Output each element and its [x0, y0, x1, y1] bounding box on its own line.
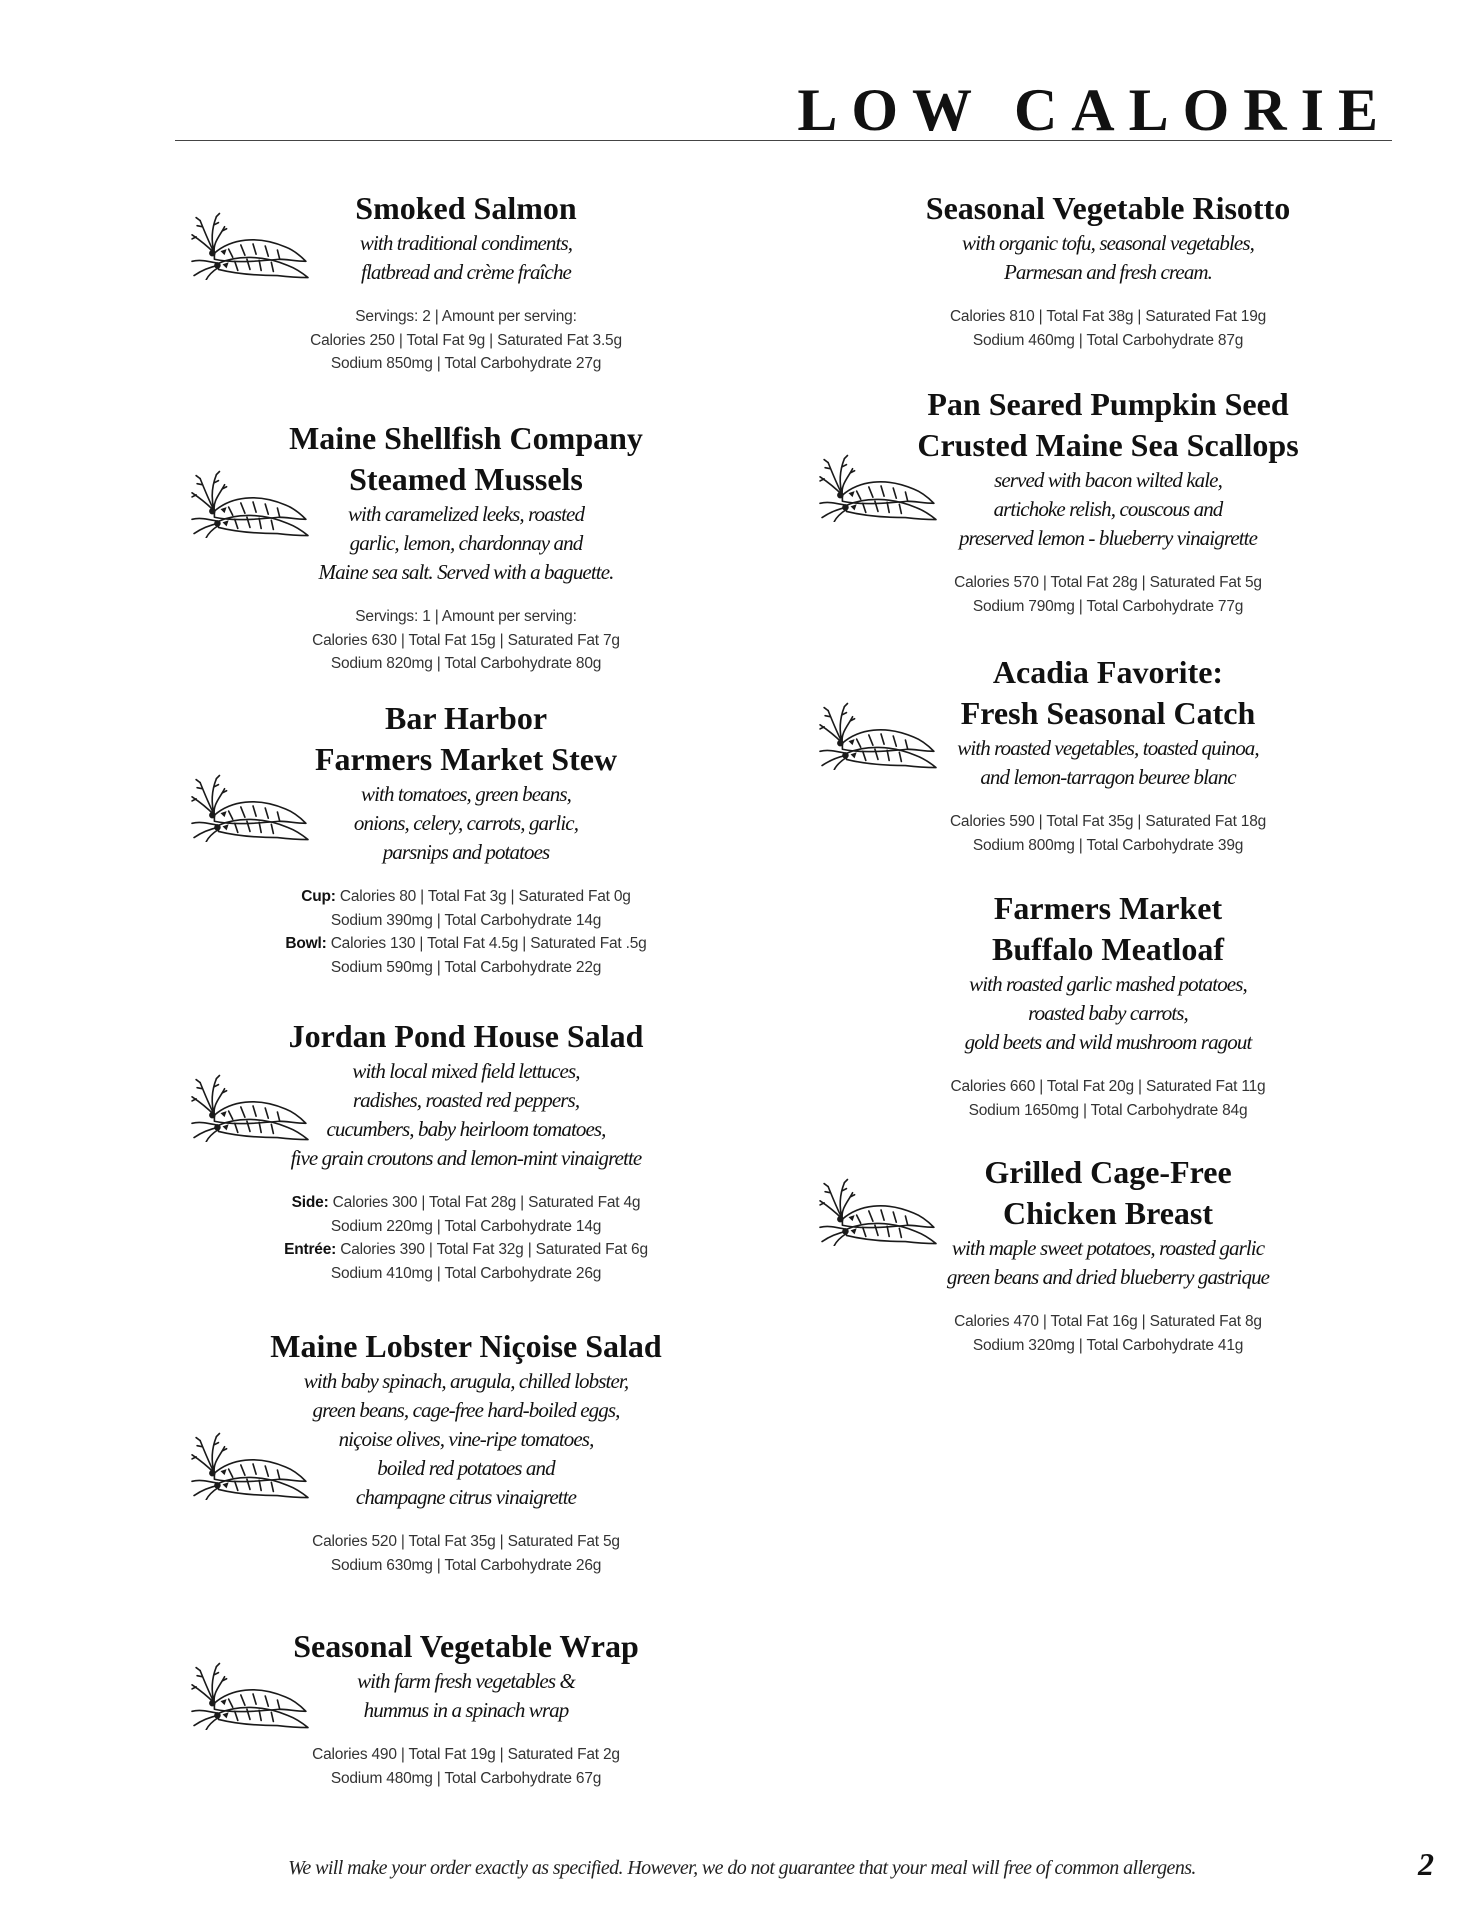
- description-line: green beans and dried blueberry gastrique: [946, 1265, 1270, 1289]
- description-line: radishes, roasted red peppers,: [352, 1088, 580, 1112]
- nutrition-line: [226, 932, 706, 956]
- nutrition-facts: [868, 1075, 1348, 1122]
- nutrition-values: Calories 390 | Total Fat 32g | Saturated Fat 6g: [340, 1241, 648, 1258]
- description-line: hummus in a spinach wrap: [363, 1698, 569, 1722]
- carrot-icon: [190, 208, 312, 280]
- menu-item: [868, 888, 1348, 1122]
- nutrition-line: [868, 1099, 1348, 1123]
- menu-item-title-line: Farmers Market: [993, 890, 1223, 926]
- nutrition-line: [226, 1191, 706, 1215]
- carrot-icon: [818, 698, 940, 770]
- menu-item-title-line: Chicken Breast: [1002, 1195, 1214, 1231]
- description-line: with local mixed field lettuces,: [352, 1059, 580, 1083]
- description-line: roasted baby carrots,: [1028, 1001, 1188, 1025]
- menu-item-title: [226, 698, 706, 780]
- nutrition-values: Sodium 320mg | Total Carbohydrate 41g: [972, 1336, 1244, 1354]
- portion-label: Side:: [291, 1194, 329, 1211]
- nutrition-line: [226, 885, 706, 909]
- description-line: with caramelized leeks, roasted: [347, 502, 585, 526]
- description-line: and lemon-tarragon beuree blanc: [980, 765, 1236, 789]
- nutrition-line: [226, 956, 706, 980]
- nutrition-line: [226, 1743, 706, 1767]
- description-line: artichoke relish, couscous and: [993, 497, 1223, 521]
- carrot-icon: [190, 1070, 312, 1142]
- nutrition-facts: [868, 305, 1348, 352]
- menu-item: [868, 1152, 1348, 1357]
- nutrition-values: Calories 490 | Total Fat 19g | Saturated Fat 2g: [312, 1746, 620, 1763]
- nutrition-facts: [226, 1743, 706, 1790]
- portion-label: Bowl:: [285, 935, 327, 952]
- nutrition-line: [226, 909, 706, 933]
- nutrition-line: [868, 1075, 1348, 1099]
- menu-item: [868, 188, 1348, 352]
- nutrition-line: [226, 329, 706, 353]
- nutrition-line: [226, 1215, 706, 1239]
- page-title: LOW CALORIE: [797, 77, 1392, 143]
- description-line: onions, celery, carrots, garlic,: [353, 811, 579, 835]
- menu-item-title: [868, 384, 1348, 466]
- description-line: gold beets and wild mushroom ragout: [964, 1030, 1252, 1054]
- menu-item-title-line: Seasonal Vegetable Risotto: [925, 190, 1291, 226]
- menu-item-title-line: Steamed Mussels: [349, 461, 583, 497]
- menu-item-description: [868, 229, 1348, 287]
- nutrition-values: Servings: 1 | Amount per serving:: [355, 608, 577, 625]
- nutrition-values: Sodium 410mg | Total Carbohydrate 26g: [330, 1264, 602, 1282]
- menu-item-title: [868, 1152, 1348, 1234]
- nutrition-line: [226, 305, 706, 329]
- carrot-icon: [190, 1658, 312, 1730]
- description-line: green beans, cage-free hard-boiled eggs,: [312, 1398, 620, 1422]
- description-line: Parmesan and fresh cream.: [1003, 260, 1213, 284]
- nutrition-values: Calories 810 | Total Fat 38g | Saturated Fat 19g: [949, 308, 1267, 325]
- menu-item: [226, 418, 706, 676]
- menu-item-title: [226, 1016, 706, 1057]
- nutrition-line: [226, 652, 706, 676]
- nutrition-values: Sodium 800mg | Total Carbohydrate 39g: [972, 836, 1244, 854]
- description-line: preserved lemon - blueberry vinaigrette: [958, 526, 1258, 550]
- menu-item-title-line: Pan Seared Pumpkin Seed: [927, 386, 1289, 422]
- menu-item: [868, 652, 1348, 857]
- nutrition-line: [226, 629, 706, 653]
- menu-item-title-line: Jordan Pond House Salad: [288, 1018, 644, 1054]
- menu-item-title-line: Buffalo Meatloaf: [992, 931, 1224, 967]
- description-line: with traditional condiments,: [359, 231, 573, 255]
- allergen-disclaimer: We will make your order exactly as specified. However, we do not guarantee that your meal will free of common allergens.: [288, 1857, 1196, 1879]
- menu-item-description: [868, 970, 1348, 1057]
- nutrition-values: Sodium 790mg | Total Carbohydrate 77g: [972, 597, 1244, 615]
- nutrition-line: [868, 595, 1348, 619]
- menu-item-title-line: Seasonal Vegetable Wrap: [293, 1628, 639, 1664]
- portion-label: Cup:: [301, 888, 336, 905]
- description-line: Maine sea salt. Served with a baguette.: [318, 560, 614, 584]
- description-line: with organic tofu, seasonal vegetables,: [962, 231, 1254, 255]
- nutrition-line: [226, 1530, 706, 1554]
- menu-item-title: [868, 652, 1348, 734]
- nutrition-values: Sodium 220mg | Total Carbohydrate 14g: [330, 1217, 602, 1235]
- description-line: niçoise olives, vine-ripe tomatoes,: [338, 1427, 594, 1451]
- menu-item: [226, 1016, 706, 1285]
- description-line: boiled red potatoes and: [377, 1456, 555, 1480]
- nutrition-values: Calories 590 | Total Fat 35g | Saturated Fat 18g: [949, 813, 1267, 830]
- description-line: with tomatoes, green beans,: [361, 782, 571, 806]
- menu-item-title-line: Acadia Favorite:: [992, 654, 1224, 690]
- page-number: 2: [1418, 1846, 1434, 1882]
- nutrition-line: [226, 352, 706, 376]
- nutrition-values: Calories 520 | Total Fat 35g | Saturated Fat 5g: [312, 1533, 620, 1550]
- nutrition-values: Sodium 390mg | Total Carbohydrate 14g: [330, 911, 602, 929]
- nutrition-values: Sodium 1650mg | Total Carbohydrate 84g: [968, 1101, 1248, 1119]
- nutrition-values: Sodium 460mg | Total Carbohydrate 87g: [972, 331, 1244, 349]
- description-line: cucumbers, baby heirloom tomatoes,: [326, 1117, 606, 1141]
- menu-item-title-line: Grilled Cage-Free: [984, 1154, 1232, 1190]
- nutrition-values: Sodium 480mg | Total Carbohydrate 67g: [330, 1769, 602, 1787]
- nutrition-values: Calories 660 | Total Fat 20g | Saturated Fat 11g: [950, 1078, 1266, 1095]
- nutrition-values: Sodium 630mg | Total Carbohydrate 26g: [330, 1556, 602, 1574]
- menu-item-title-line: Maine Shellfish Company: [289, 420, 643, 456]
- portion-label: Entrée:: [284, 1241, 337, 1258]
- menu-item-title-line: Crusted Maine Sea Scallops: [917, 427, 1299, 463]
- nutrition-line: [868, 834, 1348, 858]
- description-line: with roasted garlic mashed potatoes,: [969, 972, 1247, 996]
- description-line: parsnips and potatoes: [382, 840, 550, 864]
- description-line: flatbread and crème fraîche: [361, 260, 571, 284]
- menu-item-description: [868, 1234, 1348, 1292]
- nutrition-line: [868, 810, 1348, 834]
- nutrition-values: Calories 300 | Total Fat 28g | Saturated Fat 4g: [332, 1194, 641, 1211]
- nutrition-facts: [868, 810, 1348, 857]
- nutrition-line: [868, 1334, 1348, 1358]
- description-line: with maple sweet potatoes, roasted garlic: [951, 1236, 1265, 1260]
- menu-item-title: [226, 1326, 706, 1367]
- nutrition-values: Sodium 850mg | Total Carbohydrate 27g: [330, 355, 602, 372]
- nutrition-facts: [868, 1310, 1348, 1357]
- carrot-icon: [190, 466, 312, 538]
- nutrition-values: Calories 470 | Total Fat 16g | Saturated Fat 8g: [954, 1313, 1262, 1330]
- menu-item-title-line: Farmers Market Stew: [314, 741, 618, 777]
- nutrition-values: Calories 80 | Total Fat 3g | Saturated Fat 0g: [339, 888, 631, 905]
- menu-item-description: [868, 466, 1348, 553]
- nutrition-facts: [226, 1530, 706, 1577]
- nutrition-facts: [868, 571, 1348, 618]
- menu-item-title-line: Maine Lobster Niçoise Salad: [270, 1328, 662, 1364]
- description-line: five grain croutons and lemon-mint vinaigrette: [290, 1146, 642, 1170]
- nutrition-line: [226, 1238, 706, 1262]
- nutrition-line: [868, 1310, 1348, 1334]
- carrot-icon: [818, 1174, 940, 1246]
- nutrition-values: Sodium 590mg | Total Carbohydrate 22g: [330, 958, 602, 976]
- nutrition-values: Calories 570 | Total Fat 28g | Saturated Fat 5g: [954, 574, 1262, 591]
- carrot-icon: [190, 1428, 312, 1500]
- carrot-icon: [818, 450, 940, 522]
- description-line: with baby spinach, arugula, chilled lobster,: [303, 1369, 629, 1393]
- menu-item-title-line: Smoked Salmon: [355, 190, 577, 226]
- nutrition-values: Calories 250 | Total Fat 9g | Saturated Fat 3.5g: [310, 331, 622, 349]
- nutrition-line: [226, 605, 706, 629]
- nutrition-facts: [226, 605, 706, 676]
- nutrition-line: [868, 305, 1348, 329]
- nutrition-values: Servings: 2 | Amount per serving:: [355, 308, 577, 325]
- nutrition-facts: [226, 1191, 706, 1285]
- description-line: champagne citrus vinaigrette: [355, 1485, 577, 1509]
- nutrition-facts: [226, 885, 706, 979]
- nutrition-line: [226, 1554, 706, 1578]
- menu-item-title: [868, 888, 1348, 970]
- description-line: served with bacon wilted kale,: [994, 468, 1222, 492]
- nutrition-line: [226, 1262, 706, 1286]
- description-line: with farm fresh vegetables &: [357, 1669, 575, 1693]
- nutrition-values: Calories 630 | Total Fat 15g | Saturated Fat 7g: [312, 631, 620, 649]
- nutrition-line: [868, 329, 1348, 353]
- nutrition-line: [868, 571, 1348, 595]
- nutrition-line: [226, 1767, 706, 1791]
- menu-item-title-line: Fresh Seasonal Catch: [960, 695, 1256, 731]
- nutrition-facts: [226, 305, 706, 376]
- menu-item-title-line: Bar Harbor: [384, 700, 548, 736]
- menu-item-title: [868, 188, 1348, 229]
- title-divider: [175, 140, 1392, 141]
- description-line: with roasted vegetables, toasted quinoa,: [957, 736, 1259, 760]
- menu-item: [868, 384, 1348, 618]
- nutrition-values: Sodium 820mg | Total Carbohydrate 80g: [330, 655, 602, 672]
- nutrition-values: Calories 130 | Total Fat 4.5g | Saturated Fat .5g: [330, 935, 647, 952]
- description-line: garlic, lemon, chardonnay and: [349, 531, 583, 555]
- menu-item-description: [868, 734, 1348, 792]
- carrot-icon: [190, 770, 312, 842]
